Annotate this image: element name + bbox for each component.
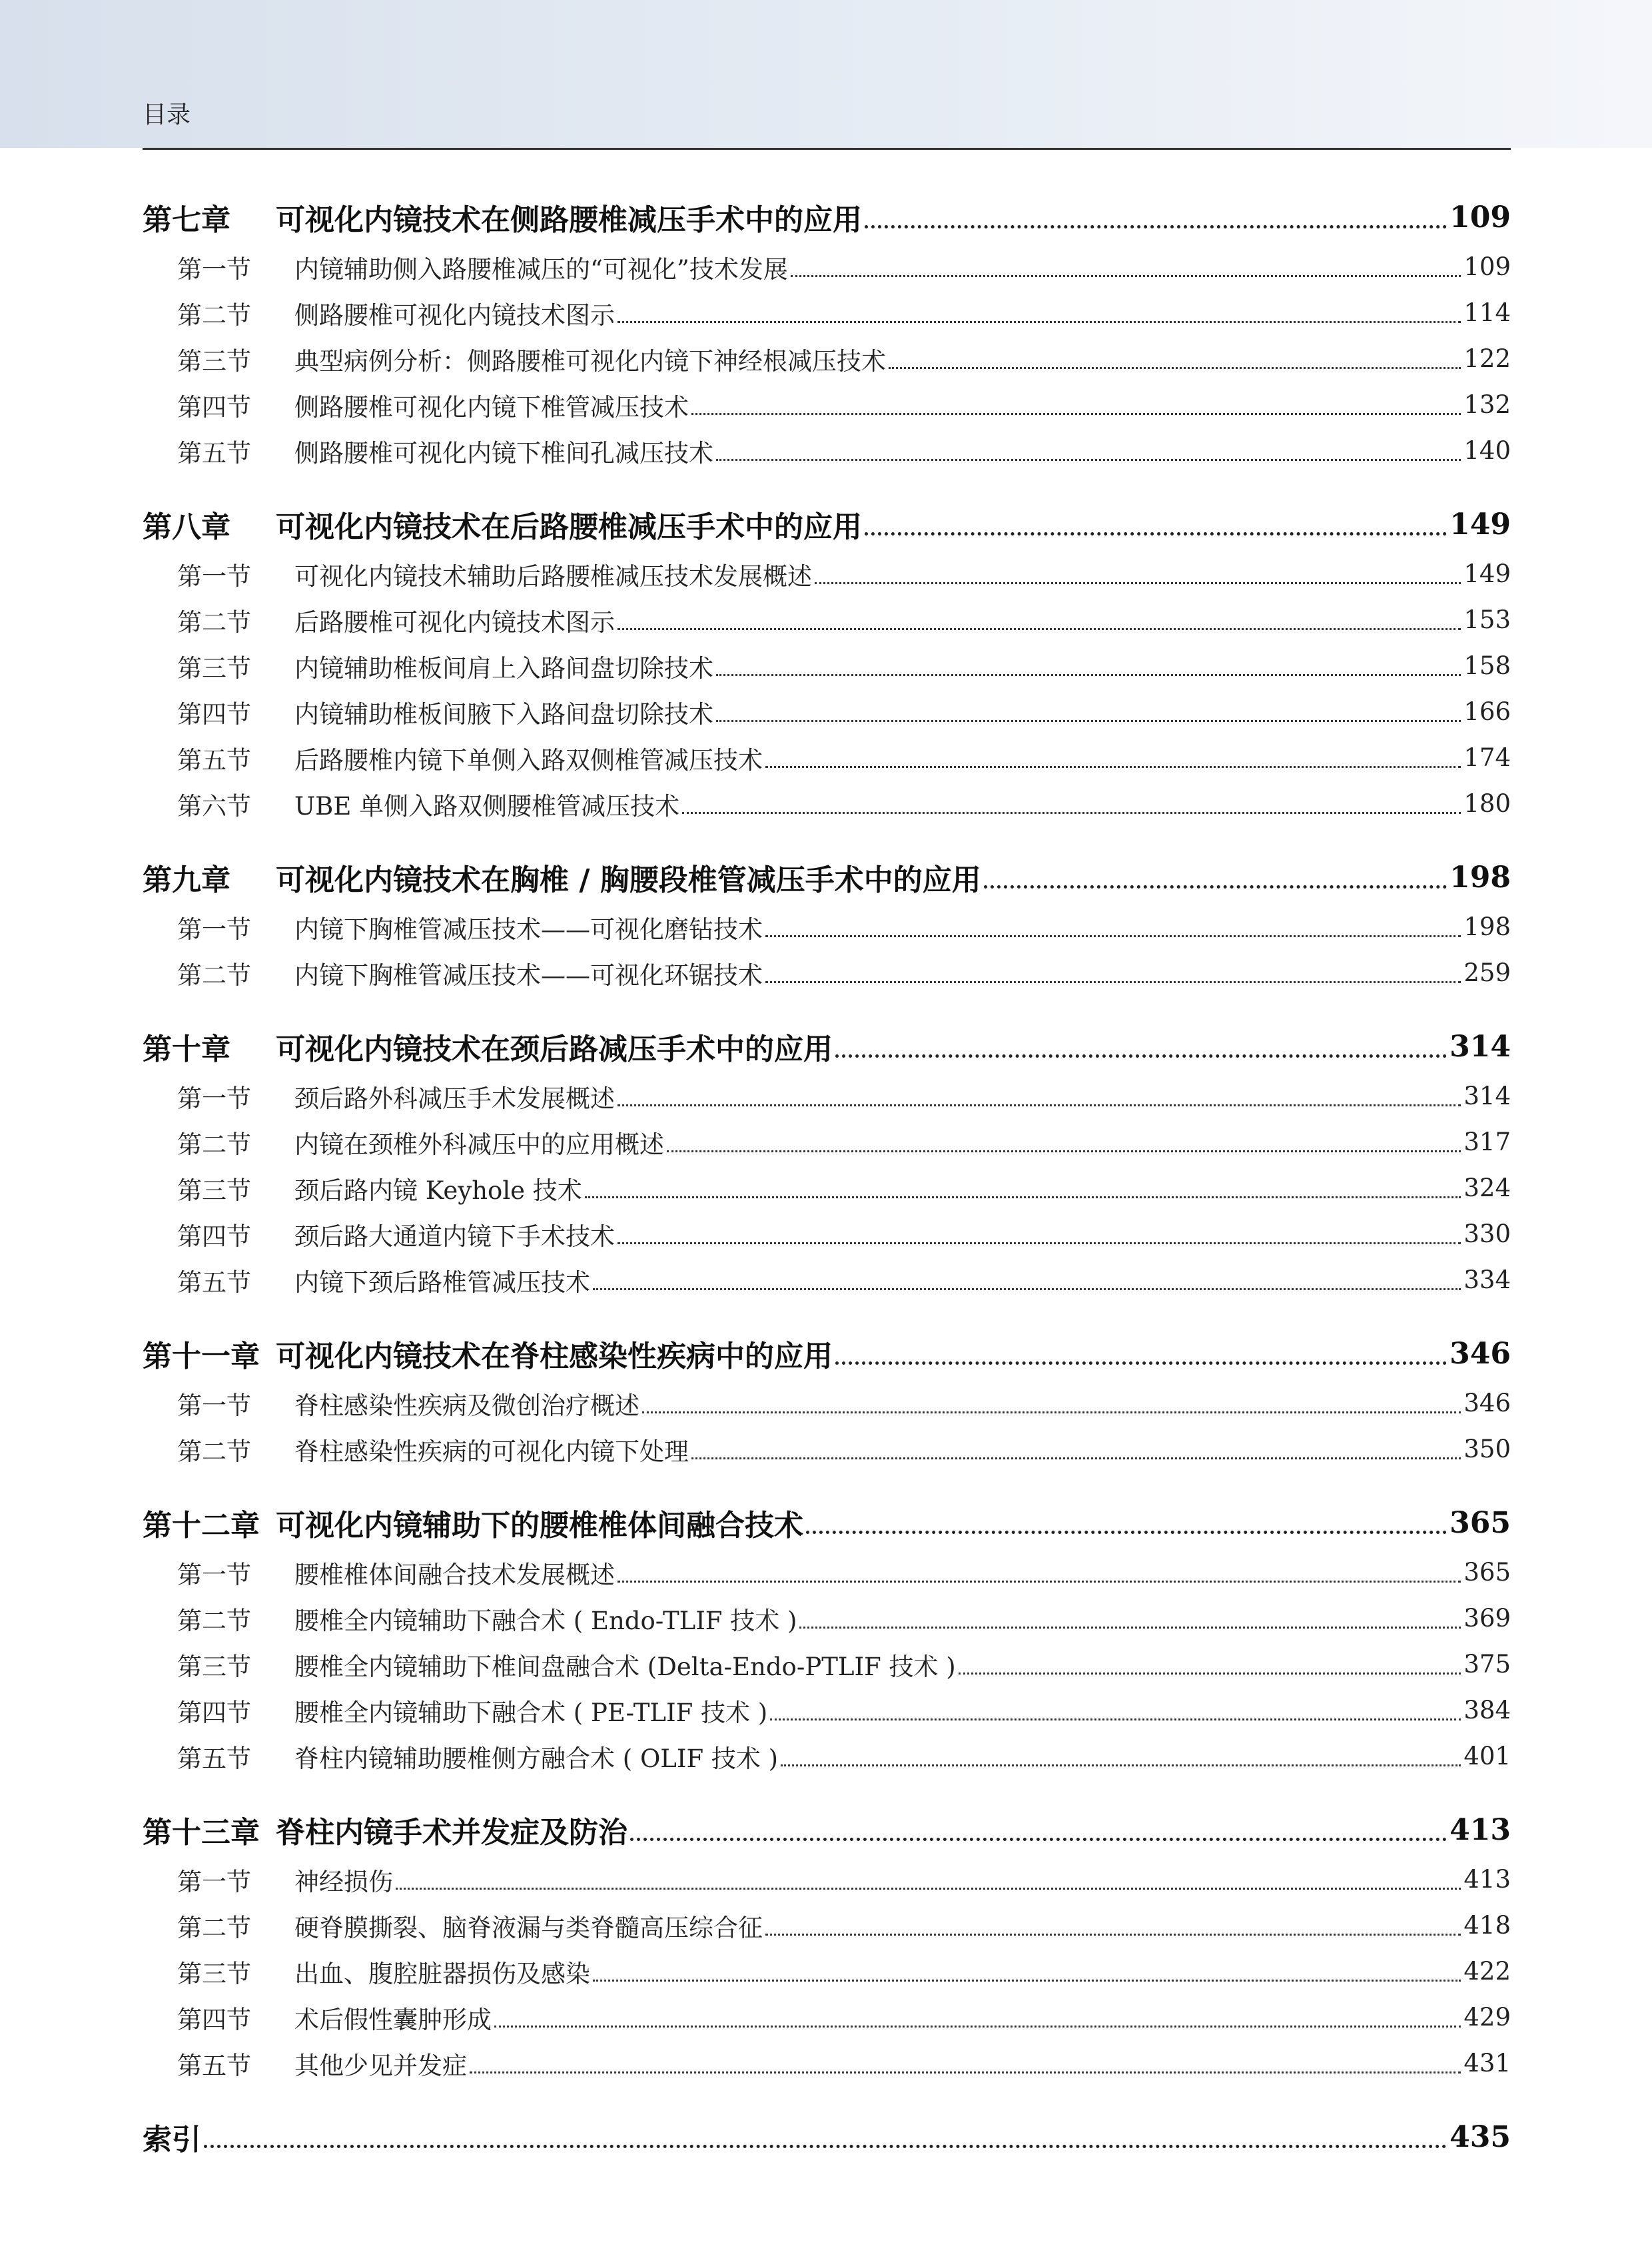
section-title: 典型病例分析：侧路腰椎可视化内镜下神经根减压技术	[294, 346, 886, 376]
section-page-number: 180	[1463, 789, 1511, 818]
chapter-block	[143, 190, 1511, 474]
section-title: 内镜在颈椎外科减压中的应用概述	[294, 1130, 664, 1159]
section-page-number: 418	[1463, 1911, 1511, 1940]
index-page-number: 435	[1449, 2119, 1511, 2154]
section-number: 第四节	[177, 699, 251, 729]
section-number: 第一节	[177, 1391, 251, 1420]
section-page-number: 158	[1463, 651, 1511, 680]
section-number: 第五节	[177, 1268, 251, 1297]
chapter-entry[interactable]	[143, 1496, 1511, 1549]
section-page-number: 198	[1463, 913, 1511, 941]
dot-leader	[835, 1054, 1447, 1058]
section-number: 第三节	[177, 1176, 251, 1205]
section-number: 第四节	[177, 2005, 251, 2034]
index-title: 索引	[143, 2123, 201, 2157]
dot-leader	[806, 1531, 1447, 1534]
chapter-number: 第十章	[143, 1032, 230, 1066]
section-number: 第三节	[177, 346, 251, 376]
chapter-entry[interactable]	[143, 1803, 1511, 1856]
chapter-number: 第十二章	[143, 1509, 260, 1543]
section-title: 颈后路大通道内镜下手术技术	[294, 1222, 615, 1251]
dot-leader	[494, 2026, 1461, 2028]
dot-leader	[799, 1627, 1461, 1629]
dot-leader	[585, 1196, 1461, 1198]
dot-leader	[770, 1718, 1461, 1720]
section-number: 第一节	[177, 915, 251, 944]
section-number: 第一节	[177, 1867, 251, 1896]
section-entry[interactable]	[143, 551, 1511, 597]
section-number: 第三节	[177, 1652, 251, 1681]
section-entry[interactable]	[143, 1165, 1511, 1211]
section-entry[interactable]	[143, 904, 1511, 950]
section-entry[interactable]	[143, 1856, 1511, 1902]
chapter-entry[interactable]	[143, 1020, 1511, 1073]
section-number: 第五节	[177, 1744, 251, 1773]
section-title: 颈后路外科减压手术发展概述	[294, 1084, 615, 1113]
chapter-block	[143, 1020, 1511, 1303]
section-number: 第二节	[177, 300, 251, 330]
section-page-number: 401	[1463, 1742, 1511, 1770]
section-entry[interactable]	[143, 1641, 1511, 1687]
section-entry[interactable]	[143, 382, 1511, 428]
section-page-number: 122	[1463, 344, 1511, 373]
dot-leader	[642, 1411, 1461, 1413]
section-number: 第三节	[177, 653, 251, 683]
chapter-entry[interactable]	[143, 1327, 1511, 1380]
chapter-number: 第十三章	[143, 1816, 260, 1850]
section-title: 可视化内镜技术辅助后路腰椎减压技术发展概述	[294, 561, 812, 591]
section-page-number: 369	[1463, 1604, 1511, 1633]
chapter-title: 可视化内镜技术在脊柱感染性疾病中的应用	[276, 1339, 833, 1373]
section-page-number: 346	[1463, 1389, 1511, 1417]
dot-leader	[765, 766, 1461, 768]
section-title: 后路腰椎可视化内镜技术图示	[294, 607, 615, 637]
dot-leader	[630, 1838, 1447, 1841]
chapter-page-number: 109	[1449, 200, 1511, 234]
section-number: 第二节	[177, 1130, 251, 1159]
section-entry[interactable]	[143, 1733, 1511, 1779]
section-number: 第一节	[177, 1560, 251, 1589]
section-page-number: 330	[1463, 1220, 1511, 1248]
section-number: 第四节	[177, 392, 251, 422]
section-title: 腰椎椎体间融合技术发展概述	[294, 1560, 615, 1589]
section-page-number: 314	[1463, 1082, 1511, 1110]
section-title: 侧路腰椎可视化内镜下椎管减压技术	[294, 392, 689, 422]
section-number: 第二节	[177, 607, 251, 637]
dot-leader	[765, 981, 1461, 983]
dot-leader	[781, 1764, 1461, 1766]
section-number: 第四节	[177, 1698, 251, 1727]
header-rule	[143, 148, 1511, 150]
section-title: 内镜辅助椎板间腋下入路间盘切除技术	[294, 699, 713, 729]
section-title: 神经损伤	[294, 1867, 393, 1896]
section-title: 脊柱感染性疾病的可视化内镜下处理	[294, 1437, 689, 1466]
chapter-block	[143, 498, 1511, 827]
section-page-number: 259	[1463, 958, 1511, 987]
section-page-number: 422	[1463, 1957, 1511, 1986]
section-page-number: 375	[1463, 1650, 1511, 1679]
section-number: 第五节	[177, 2051, 251, 2080]
chapter-number: 第八章	[143, 510, 230, 544]
section-entry[interactable]	[143, 643, 1511, 689]
dot-leader	[618, 1581, 1461, 1583]
section-entry[interactable]	[143, 735, 1511, 781]
section-title: 腰椎全内镜辅助下融合术 ( Endo-TLIF 技术 )	[294, 1606, 797, 1635]
section-page-number: 114	[1463, 298, 1511, 327]
section-number: 第三节	[177, 1959, 251, 1988]
index-entry[interactable]	[143, 2110, 1511, 2163]
chapter-title: 可视化内镜辅助下的腰椎椎体间融合技术	[276, 1509, 803, 1543]
section-page-number: 384	[1463, 1696, 1511, 1724]
chapter-title: 可视化内镜技术在侧路腰椎减压手术中的应用	[276, 203, 862, 237]
dot-leader	[618, 1242, 1461, 1244]
dot-leader	[889, 367, 1461, 369]
chapter-number: 第十一章	[143, 1339, 260, 1373]
section-title: 后路腰椎内镜下单侧入路双侧椎管减压技术	[294, 745, 763, 775]
section-number: 第二节	[177, 960, 251, 990]
section-title: 侧路腰椎可视化内镜下椎间孔减压技术	[294, 438, 713, 468]
section-entry[interactable]	[143, 1426, 1511, 1472]
chapter-title: 脊柱内镜手术并发症及防治	[276, 1816, 627, 1850]
chapter-page-number: 346	[1449, 1336, 1511, 1371]
section-number: 第四节	[177, 1222, 251, 1251]
dot-leader	[865, 225, 1447, 228]
section-page-number: 140	[1463, 436, 1511, 465]
section-number: 第一节	[177, 1084, 251, 1113]
dot-leader	[815, 582, 1461, 584]
dot-leader	[593, 1288, 1461, 1290]
section-page-number: 149	[1463, 560, 1511, 588]
section-title: 颈后路内镜 Keyhole 技术	[294, 1176, 582, 1205]
section-number: 第五节	[177, 438, 251, 468]
section-number: 第一节	[177, 561, 251, 591]
section-entry[interactable]	[143, 244, 1511, 290]
dot-leader	[618, 628, 1461, 630]
dot-leader	[470, 2071, 1461, 2073]
section-entry[interactable]	[143, 689, 1511, 735]
section-page-number: 317	[1463, 1128, 1511, 1156]
dot-leader	[716, 720, 1461, 722]
dot-leader	[865, 532, 1447, 536]
chapter-entry[interactable]	[143, 498, 1511, 551]
dot-leader	[396, 1888, 1461, 1890]
dot-leader	[765, 935, 1461, 937]
section-page-number: 413	[1463, 1865, 1511, 1894]
section-title: 内镜辅助侧入路腰椎减压的“可视化”技术发展	[294, 254, 788, 284]
section-entry[interactable]	[143, 2040, 1511, 2086]
section-entry[interactable]	[143, 1687, 1511, 1733]
table-of-contents	[143, 190, 1511, 2163]
section-title: 腰椎全内镜辅助下椎间盘融合术 (Delta-Endo-PTLIF 技术 )	[294, 1652, 956, 1681]
section-entry[interactable]	[143, 1994, 1511, 2040]
section-title: 硬脊膜撕裂、脑脊液漏与类脊髓高压综合征	[294, 1913, 763, 1942]
section-number: 第一节	[177, 254, 251, 284]
section-entry[interactable]	[143, 781, 1511, 827]
section-number: 第六节	[177, 791, 251, 821]
section-entry[interactable]	[143, 1549, 1511, 1595]
dot-leader	[765, 1934, 1461, 1936]
dot-leader	[691, 1457, 1461, 1459]
header-band	[0, 0, 1652, 148]
dot-leader	[667, 1150, 1461, 1152]
section-entry[interactable]	[143, 290, 1511, 336]
chapter-entry[interactable]	[143, 851, 1511, 904]
dot-leader	[716, 459, 1461, 461]
dot-leader	[716, 674, 1461, 676]
section-entry[interactable]	[143, 1595, 1511, 1641]
section-entry[interactable]	[143, 1119, 1511, 1165]
dot-leader	[618, 321, 1461, 323]
dot-leader	[835, 1361, 1447, 1365]
chapter-title: 可视化内镜技术在颈后路减压手术中的应用	[276, 1032, 833, 1066]
section-page-number: 429	[1463, 2003, 1511, 2032]
section-entry[interactable]	[143, 1902, 1511, 1948]
section-page-number: 334	[1463, 1266, 1511, 1294]
chapter-page-number: 149	[1449, 507, 1511, 542]
chapter-number: 第九章	[143, 863, 230, 897]
chapter-page-number: 365	[1449, 1505, 1511, 1540]
dot-leader	[791, 275, 1461, 277]
section-number: 第二节	[177, 1913, 251, 1942]
section-entry[interactable]	[143, 428, 1511, 474]
section-entry[interactable]	[143, 1257, 1511, 1303]
section-title: 腰椎全内镜辅助下融合术 ( PE-TLIF 技术 )	[294, 1698, 768, 1727]
chapter-title: 可视化内镜技术在胸椎 / 胸腰段椎管减压手术中的应用	[276, 863, 981, 897]
dot-leader	[618, 1104, 1461, 1106]
dot-leader	[984, 885, 1447, 889]
dot-leader	[593, 1980, 1461, 1982]
chapter-page-number: 314	[1449, 1029, 1511, 1064]
chapter-page-number: 413	[1449, 1812, 1511, 1847]
section-number: 第五节	[177, 745, 251, 775]
section-page-number: 174	[1463, 743, 1511, 772]
chapter-block	[143, 1803, 1511, 2086]
chapter-entry[interactable]	[143, 190, 1511, 244]
section-title: 脊柱内镜辅助腰椎侧方融合术 ( OLIF 技术 )	[294, 1744, 779, 1773]
section-title: 出血、腹腔脏器损伤及感染	[294, 1959, 590, 1988]
section-title: 术后假性囊肿形成	[294, 2005, 492, 2034]
dot-leader	[204, 2145, 1447, 2148]
section-entry[interactable]	[143, 597, 1511, 643]
section-entry[interactable]	[143, 336, 1511, 382]
section-title: 内镜辅助椎板间肩上入路间盘切除技术	[294, 653, 713, 683]
dot-leader	[691, 413, 1461, 415]
section-entry[interactable]	[143, 1380, 1511, 1426]
section-page-number: 166	[1463, 697, 1511, 726]
section-title: 侧路腰椎可视化内镜技术图示	[294, 300, 615, 330]
dot-leader	[682, 812, 1461, 814]
chapter-number: 第七章	[143, 203, 230, 237]
section-number: 第二节	[177, 1437, 251, 1466]
section-title: 其他少见并发症	[294, 2051, 467, 2080]
section-title: 脊柱感染性疾病及微创治疗概述	[294, 1391, 639, 1420]
chapter-block	[143, 1496, 1511, 1779]
chapter-block	[143, 1327, 1511, 1472]
section-page-number: 132	[1463, 390, 1511, 419]
section-title: UBE 单侧入路双侧腰椎管减压技术	[294, 791, 680, 821]
section-entry[interactable]	[143, 1211, 1511, 1257]
section-title: 内镜下胸椎管减压技术——可视化磨钻技术	[294, 915, 763, 944]
section-page-number: 365	[1463, 1558, 1511, 1587]
chapter-block	[143, 851, 1511, 996]
section-page-number: 431	[1463, 2049, 1511, 2077]
section-page-number: 324	[1463, 1174, 1511, 1202]
section-title: 内镜下胸椎管减压技术——可视化环锯技术	[294, 960, 763, 990]
section-number: 第二节	[177, 1606, 251, 1635]
section-page-number: 153	[1463, 605, 1511, 634]
section-page-number: 350	[1463, 1435, 1511, 1463]
section-entry[interactable]	[143, 1073, 1511, 1119]
section-page-number: 109	[1463, 252, 1511, 281]
running-header-title: 目录	[143, 101, 191, 129]
section-title: 内镜下颈后路椎管减压技术	[294, 1268, 590, 1297]
section-entry[interactable]	[143, 950, 1511, 996]
dot-leader	[959, 1673, 1461, 1675]
chapter-title: 可视化内镜技术在后路腰椎减压手术中的应用	[276, 510, 862, 544]
chapter-page-number: 198	[1449, 860, 1511, 895]
section-entry[interactable]	[143, 1948, 1511, 1994]
